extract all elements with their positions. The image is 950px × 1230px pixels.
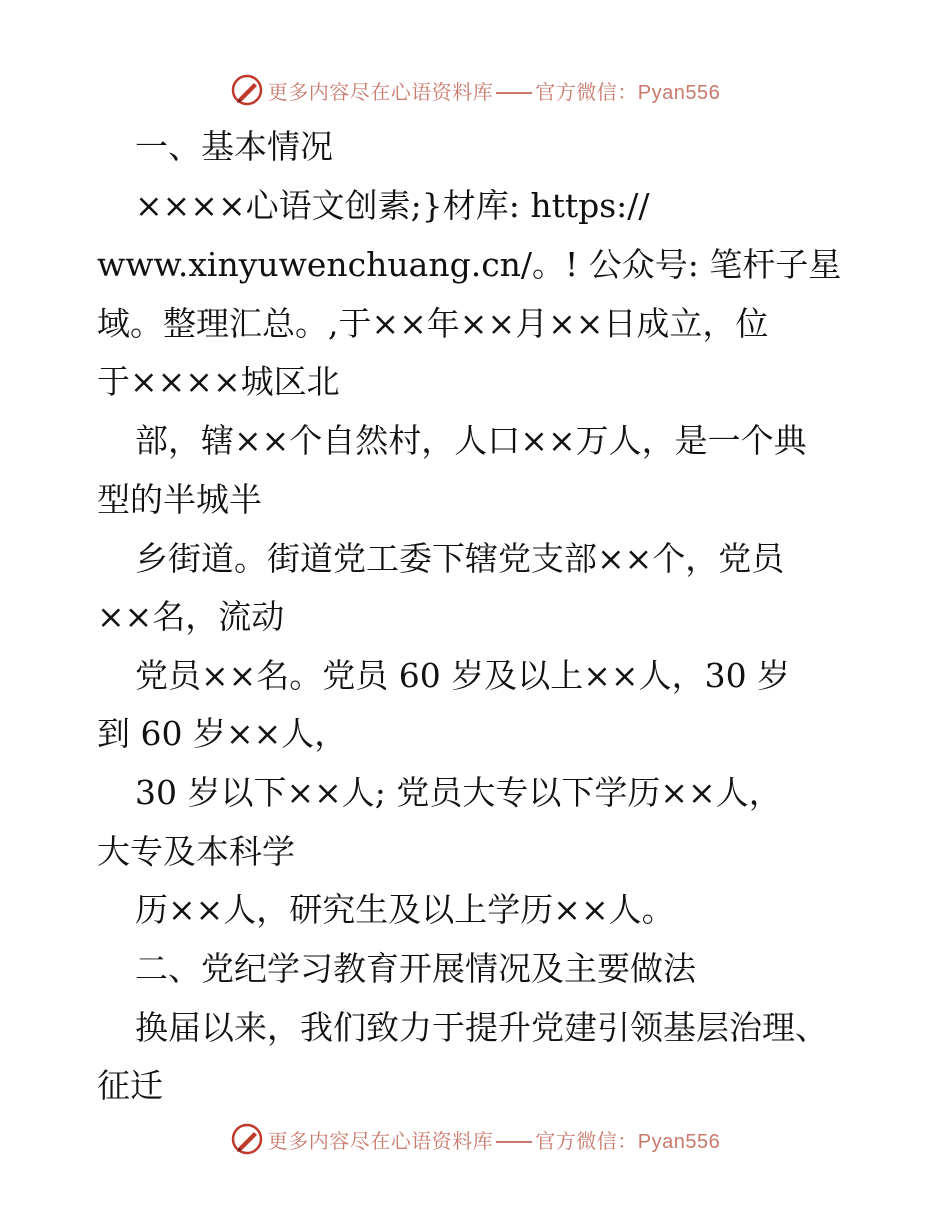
- section-heading-2: 二、党纪学习教育开展情况及主要做法: [135, 949, 696, 988]
- paragraph-line: 历××人，研究生及以上学历××人。: [135, 890, 675, 929]
- footer-banner: [0, 1122, 950, 1156]
- paragraph-line: 党员××名。党员 60 岁及以上××人，30 岁: [135, 656, 791, 695]
- pen-logo-icon: [230, 1122, 264, 1156]
- paragraph-line: 域。整理汇总。,于××年××月××日成立，位: [97, 304, 769, 343]
- paragraph-line: 大专及本科学: [97, 832, 295, 871]
- paragraph-line: 部，辖××个自然村，人口××万人，是一个典: [135, 421, 807, 460]
- paragraph-line: www.xinyuwenchuang.cn/。! 公众号: 笔杆子星: [97, 245, 842, 284]
- paragraph-line: 乡街道。街道党工委下辖党支部××个，党员: [135, 539, 785, 578]
- paragraph-line: 30 岁以下××人; 党员大专以下学历××人，: [135, 773, 782, 812]
- paragraph-line: 征迁: [97, 1066, 163, 1105]
- paragraph-line: 型的半城半: [97, 480, 262, 519]
- paragraph-line: 到 60 岁××人，: [97, 714, 348, 753]
- section-heading-1: 一、基本情况: [135, 127, 333, 166]
- footer-banner-text: 更多内容尽在心语资料库 官方微信：Pyan556: [267, 1128, 721, 1153]
- paragraph-line: 于××××城区北: [97, 362, 340, 401]
- header-banner-text: 更多内容尽在心语资料库 官方微信：Pyan556: [267, 79, 721, 104]
- paragraph-line: ××××心语文创素;}材库: https://: [135, 186, 650, 225]
- paragraph-line: 换届以来，我们致力于提升党建引领基层治理、: [135, 1008, 828, 1047]
- paragraph-line: ××名，流动: [97, 597, 285, 636]
